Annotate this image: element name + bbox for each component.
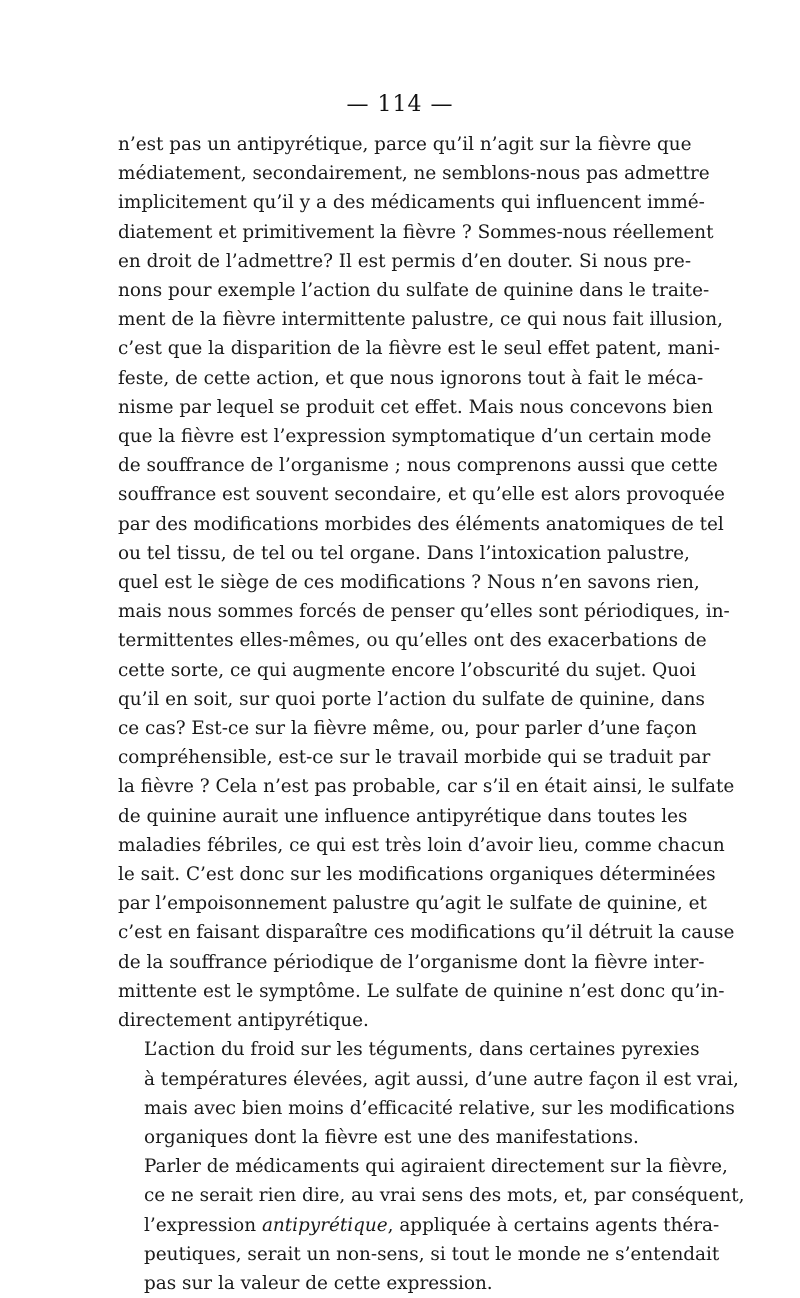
text-line: qu’il en soit, sur quoi porte l’action du sulfate de quinine, dans bbox=[118, 688, 705, 710]
text-line: c’est en faisant disparaître ces modifications qu’il détruit la cause bbox=[118, 922, 735, 944]
text-line: à températures élevées, agit aussi, d’une autre façon il est vrai, bbox=[144, 1068, 739, 1090]
page-number: — 114 — bbox=[346, 92, 454, 117]
text-line: que la fièvre est l’expression symptomatique d’un certain mode bbox=[118, 426, 712, 448]
text-line: compréhensible, est-ce sur le travail morbide qui se traduit par bbox=[118, 747, 711, 769]
text-line: nisme par lequel se produit cet effet. Mais nous concevons bien bbox=[118, 396, 713, 418]
text-line: l’expression antipyrétique, appliquée à certains agents théra- bbox=[144, 1214, 720, 1236]
text-line: ce cas? Est-ce sur la fièvre même, ou, pour parler d’une façon bbox=[118, 718, 697, 740]
text-line: implicitement qu’il y a des médicaments qui influencent immé- bbox=[118, 192, 705, 214]
text-line: la fièvre ? Cela n’est pas probable, car s’il en était ainsi, le sulfate bbox=[118, 776, 735, 798]
text-line: mittente est le symptôme. Le sulfate de quinine n’est donc qu’in- bbox=[118, 980, 725, 1002]
text-line: pas sur la valeur de cette expression. bbox=[144, 1272, 493, 1294]
text-line: n’est pas un antipyrétique, parce qu’il n’agit sur la fièvre que bbox=[118, 134, 692, 155]
text-line: termittentes elles-mêmes, ou qu’elles ont des exacerbations de bbox=[118, 630, 707, 652]
text-line: en droit de l’admettre? Il est permis d’en douter. Si nous pre- bbox=[118, 250, 692, 272]
paragraph bbox=[118, 1152, 745, 1298]
text-line: mais nous sommes forcés de penser qu’elles sont périodiques, in- bbox=[118, 601, 730, 623]
text-line: le sait. C’est donc sur les modifications organiques déterminées bbox=[118, 864, 716, 886]
text-line: par l’empoisonnement palustre qu’agit le sulfate de quinine, et bbox=[118, 893, 707, 915]
text-line: souffrance est souvent secondaire, et qu’elle est alors provoquée bbox=[118, 484, 725, 506]
text-line: nons pour exemple l’action du sulfate de quinine dans le traite- bbox=[118, 280, 710, 302]
text-line: diatement et primitivement la fièvre ? Sommes-nous réellement bbox=[118, 221, 714, 243]
italic-term: antipyrétique bbox=[261, 1214, 388, 1236]
text-line: organiques dont la fièvre est une des manifestations. bbox=[144, 1126, 639, 1148]
text-line: feste, de cette action, et que nous ignorons tout à fait le méca- bbox=[118, 367, 704, 389]
text-line: directement antipyrétique. bbox=[118, 1010, 369, 1032]
text-line: L’action du froid sur les téguments, dans certaines pyrexies bbox=[144, 1039, 700, 1061]
text-line: ou tel tissu, de tel ou tel organe. Dans l’intoxication palustre, bbox=[118, 542, 690, 564]
text-line: de souffrance de l’organisme ; nous comprenons aussi que cette bbox=[118, 455, 718, 477]
text-line: de quinine aurait une influence antipyrétique dans toutes les bbox=[118, 805, 688, 827]
text-line: Parler de médicaments qui agiraient directement sur la fièvre, bbox=[144, 1156, 728, 1178]
text-line: mais avec bien moins d’efficacité relative, sur les modifications bbox=[144, 1097, 735, 1119]
body-text bbox=[118, 130, 745, 1298]
text-line: médiatement, secondairement, ne semblons-nous pas admettre bbox=[118, 163, 710, 185]
text-line: par des modifications morbides des éléments anatomiques de tel bbox=[118, 513, 724, 535]
text-line: de la souffrance périodique de l’organisme dont la fièvre inter- bbox=[118, 951, 705, 973]
text-line: peutiques, serait un non-sens, si tout le monde ne s’entendait bbox=[144, 1243, 720, 1265]
text-line: cette sorte, ce qui augmente encore l’obscurité du sujet. Quoi bbox=[118, 659, 697, 681]
text-line: c’est que la disparition de la fièvre est le seul effet patent, mani- bbox=[118, 338, 720, 360]
text-line: quel est le siège de ces modifications ? Nous n’en savons rien, bbox=[118, 572, 700, 594]
paragraph bbox=[118, 1035, 739, 1152]
text-line: maladies fébriles, ce qui est très loin d’avoir lieu, comme chacun bbox=[118, 834, 725, 856]
paragraph bbox=[118, 130, 735, 1035]
text-line: ce ne serait rien dire, au vrai sens des mots, et, par conséquent, bbox=[144, 1185, 745, 1207]
text-line: ment de la fièvre intermittente palustre, ce qui nous fait illusion, bbox=[118, 309, 723, 331]
